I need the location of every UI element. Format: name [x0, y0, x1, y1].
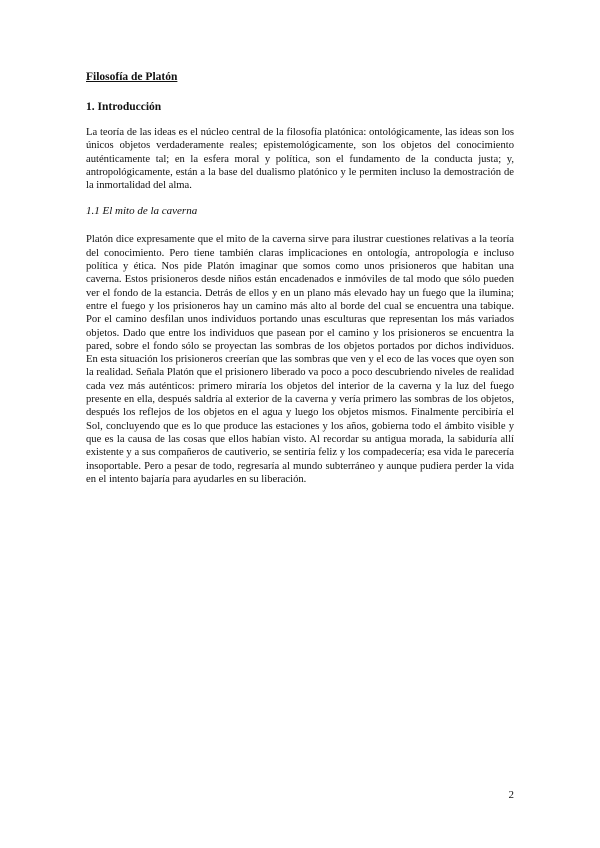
subsection-heading: 1.1 El mito de la caverna: [86, 205, 198, 218]
section-heading: 1. Introducción: [86, 101, 162, 113]
page-content: [86, 70, 514, 486]
document-title: Filosofía de Platón: [86, 71, 178, 83]
intro-paragraph: La teoría de las ideas es el núcleo central de la filosofía platónica: ontológicamente, las ideas son los únicos objetos verdaderamente reales; epistemológicamente, son los objetos del conocimiento auténticamente tal; en la esfera moral y política, son el fundamento de la conducta justa; y, antropológicamente, están a la base del dualismo platónico y le permiten incluso la demostración de la inmortalidad del alma.: [86, 127, 514, 192]
page-number: 2: [508, 789, 514, 801]
cave-paragraph: Platón dice expresamente que el mito de la caverna sirve para ilustrar cuestiones relativas a la teoría del conocimiento. Pero tiene también claras implicaciones en ontología, antropología e incluso política y ética. Nos pide Platón imaginar que somos como unos prisioneros que habitan una caverna. Estos prisioneros desde niños están encadenados e inmóviles de tal modo que sólo pueden ver el fondo de la estancia. Detrás de ellos y en un plano más elevado hay un fuego que la ilumina; entre el fuego y los prisioneros hay un camino más alto al borde del cual se encuentra una tabique. Por el camino desfilan unos individuos portando unas esculturas que representan los más variados objetos. Dado que entre los individuos que pasean por el camino y los prisioneros se encuentra la pared, sobre el fondo sólo se proyectan las sombras de los objetos portados por dichos individuos. En esta situación los prisioneros creerían que las sombras que ven y el eco de las voces que oyen son la realidad. Señala Platón que el prisionero liberado va poco a poco descubriendo niveles de realidad cada vez más auténticos: primero miraría los objetos del interior de la caverna y la luz del fuego presente en ella, después saldría al exterior de la caverna y vería primero las sombras de los objetos, después los reflejos de los objetos en el agua y luego los objetos mismos. Finalmente percibiría el Sol, concluyendo que es lo que produce las estaciones y los años, gobierna todo el ámbito visible y que es la causa de las cosas que ellos habían visto. Al recordar su antigua morada, la sabiduría allí existente y a sus compañeros de cautiverio, se sentiría feliz y los compadecería; esa vida le parecería insoportable. Pero a pesar de todo, regresaría al mundo subterráneo y aunque pudiera perder la vida en el intento bajaría para ayudarles en su liberación.: [86, 234, 514, 485]
